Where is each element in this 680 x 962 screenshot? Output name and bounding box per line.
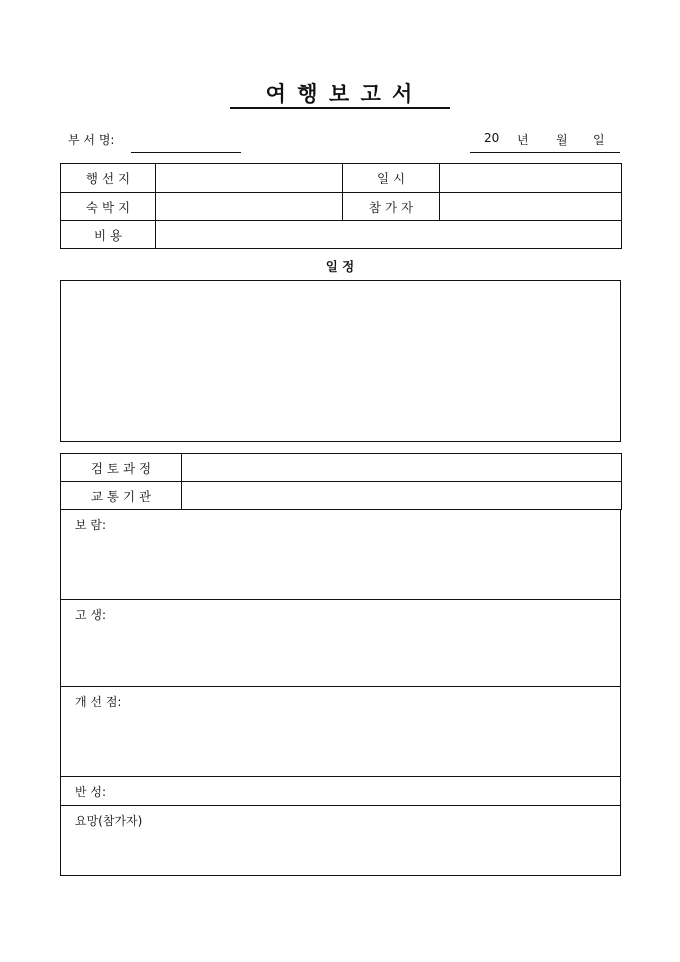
- reflection-label: 반 성:: [75, 785, 107, 799]
- datetime-label: 일 시: [343, 164, 440, 193]
- dept-input-line[interactable]: [131, 152, 241, 153]
- participants-field[interactable]: [440, 193, 622, 221]
- date-month-label: 월: [556, 133, 568, 147]
- hardship-label: 고 생:: [75, 608, 107, 622]
- transport-label: 교 통 기 관: [61, 482, 182, 510]
- review-table: [60, 453, 622, 510]
- transport-field[interactable]: [182, 482, 622, 510]
- review-process-label: 검 토 과 정: [61, 454, 182, 482]
- info-table: [60, 163, 622, 249]
- improvements-label: 개 선 점:: [75, 695, 122, 709]
- lodging-label: 숙 박 지: [61, 193, 156, 221]
- worth-section[interactable]: [60, 510, 621, 600]
- requests-label: 요망(참가자): [75, 814, 143, 828]
- title-underline: [230, 107, 450, 109]
- dept-label: 부 서 명:: [68, 133, 115, 147]
- review-process-field[interactable]: [182, 454, 622, 482]
- date-day-label: 일: [593, 133, 605, 147]
- page-title: 여 행 보 고 서: [265, 81, 415, 106]
- participants-label: 참 가 자: [343, 193, 440, 221]
- lodging-field[interactable]: [156, 193, 343, 221]
- improvements-section[interactable]: [60, 687, 621, 777]
- schedule-title: 일 정: [325, 259, 355, 274]
- worth-label: 보 람:: [75, 518, 107, 532]
- cost-label: 비 용: [61, 221, 156, 249]
- destination-field[interactable]: [156, 164, 343, 193]
- schedule-box[interactable]: [60, 280, 621, 442]
- reflection-section[interactable]: [60, 777, 621, 806]
- date-year-label: 년: [517, 133, 529, 147]
- cost-field[interactable]: [156, 221, 622, 249]
- datetime-field[interactable]: [440, 164, 622, 193]
- date-year-prefix: 20: [484, 131, 500, 145]
- date-input-line[interactable]: [470, 152, 620, 153]
- destination-label: 행 선 지: [61, 164, 156, 193]
- hardship-section[interactable]: [60, 600, 621, 687]
- requests-section[interactable]: [60, 806, 621, 876]
